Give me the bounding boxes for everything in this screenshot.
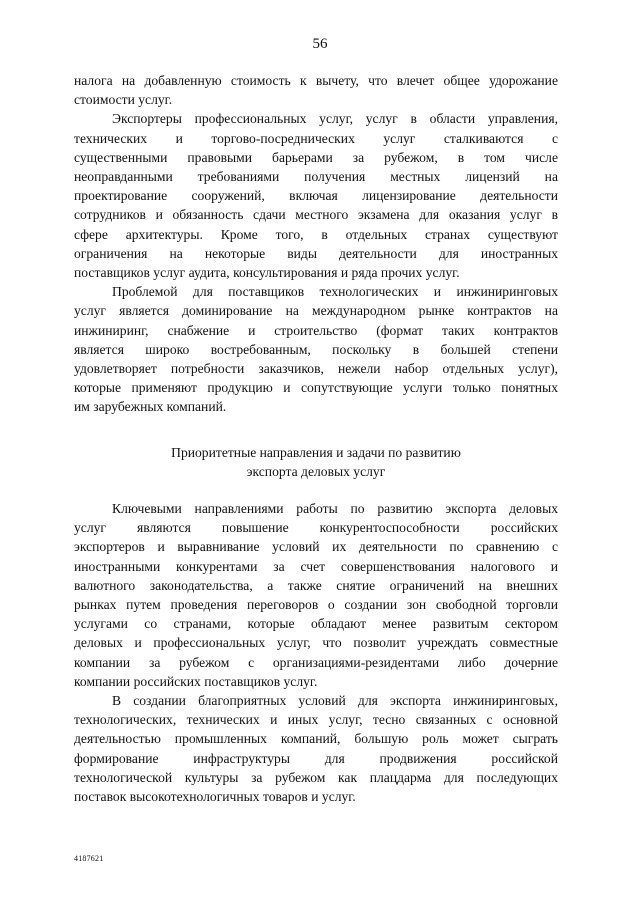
text-line: деловых и профессиональных услуг, что позволит учреждать совместные — [74, 635, 558, 651]
text-line: валютного законодательства, а также снятие ограничений на внешних — [74, 577, 558, 593]
section-heading — [74, 443, 558, 481]
text-line: компании за рубежом с организациями-резидентами либо дочерние — [74, 654, 558, 670]
text-line: Проблемой для поставщиков технологических и инжиниринговых — [112, 284, 558, 300]
body-text-section-b — [74, 499, 558, 806]
text-line: поставщиков услуг аудита, консультирования и ряда прочих услуг. — [74, 265, 460, 281]
document-id: 4187621 — [74, 854, 104, 863]
paragraph — [74, 499, 558, 691]
text-line: услугами со странами, которые обладают менее развитым сектором — [74, 616, 558, 632]
text-line: В создании благоприятных условий для экспорта инжиниринговых, — [112, 693, 558, 709]
section-heading-line-1: Приоритетные направления и задачи по развитию — [171, 445, 461, 460]
text-line: Ключевыми направлениями работы по развитию экспорта деловых — [112, 501, 558, 516]
text-line: которые применяют продукцию и сопутствующие услуги только понятных — [74, 380, 558, 396]
text-line: неоправданными требованиями получения местных лицензий на — [74, 169, 558, 185]
section-heading-line-2: экспорта деловых услуг — [246, 464, 386, 479]
paragraph — [74, 282, 558, 416]
text-line: Экспортеры профессиональных услуг, услуг в области управления, — [112, 111, 558, 127]
paragraph — [74, 71, 558, 109]
text-line: инжиниринг, снабжение и строительство (формат таких контрактов — [74, 322, 558, 338]
text-line: им зарубежных компаний. — [74, 399, 227, 415]
text-line: является широко востребованным, поскольку в большей степени — [74, 341, 558, 357]
paragraph — [74, 109, 558, 282]
page-number: 56 — [312, 36, 328, 52]
text-line: технических и торгово-посреднических услуг сталкиваются с — [74, 130, 558, 146]
text-line: сотрудников и обязанность сдачи местного экзамена для оказания услуг в — [74, 207, 558, 223]
text-line: сфере архитектуры. Кроме того, в отдельных странах существуют — [74, 226, 558, 242]
text-line: технологической культуры за рубежом как плацдарма для последующих — [74, 769, 558, 785]
text-line: деятельностью промышленных компаний, большую роль может сыграть — [74, 731, 558, 747]
text-line: существенными правовыми барьерами за рубежом, в том числе — [74, 149, 558, 165]
text-line: услуг является доминирование на международном рынке контрактов на — [74, 303, 558, 319]
text-line: иностранными конкурентами за счет совершенствования налогового и — [74, 558, 558, 574]
text-line: рынках путем проведения переговоров о создании зон свободной торговли — [74, 597, 558, 613]
text-line: удовлетворяет потребности заказчиков, нежели набор отдельных услуг), — [74, 361, 558, 377]
text-line: проектирование сооружений, включая лицензирование деятельности — [74, 188, 558, 204]
text-line: налога на добавленную стоимость к вычету, что влечет общее удорожание — [74, 73, 558, 88]
body-text-section-a — [74, 71, 558, 417]
paragraph — [74, 691, 558, 806]
text-line: компании российских поставщиков услуг. — [74, 673, 318, 689]
text-line: ограничения на некоторые виды деятельности для иностранных — [74, 245, 558, 261]
text-line: стоимости услуг. — [74, 92, 173, 108]
text-line: формирование инфраструктуры для продвижения российской — [74, 750, 558, 766]
text-line: технологических, технических и иных услуг, тесно связанных с основной — [74, 712, 558, 728]
text-line: поставок высокотехнологичных товаров и услуг. — [74, 789, 356, 805]
text-line: услуг являются повышение конкурентоспособности российских — [74, 520, 558, 536]
text-line: экспортеров и выравнивание условий их деятельности по сравнению с — [74, 539, 558, 555]
